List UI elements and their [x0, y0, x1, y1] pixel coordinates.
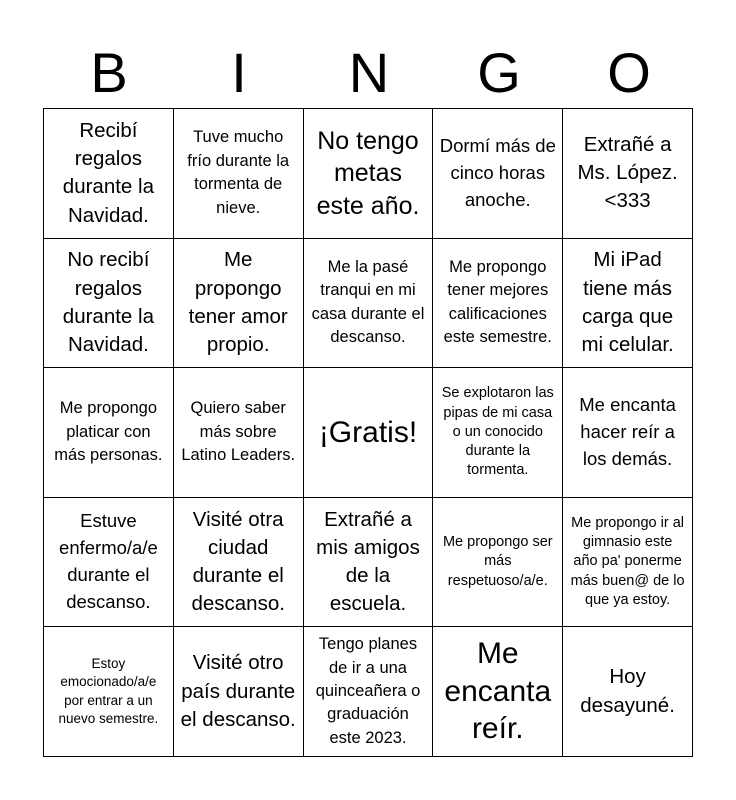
- header-letter-i: I: [231, 41, 247, 104]
- bingo-cell[interactable]: Visité otra ciudad durante el descanso.: [174, 498, 304, 628]
- free-space-cell[interactable]: ¡Gratis!: [304, 368, 434, 498]
- bingo-header: [44, 38, 694, 108]
- bingo-cell[interactable]: Extrañé a mis amigos de la escuela.: [304, 498, 434, 628]
- bingo-cell[interactable]: Me la pasé tranqui en mi casa durante el descanso.: [304, 239, 434, 369]
- bingo-cell[interactable]: Quiero saber más sobre Latino Leaders.: [174, 368, 304, 498]
- bingo-cell[interactable]: Mi iPad tiene más carga que mi celular.: [563, 239, 693, 369]
- header-letter-b: B: [90, 41, 128, 104]
- bingo-grid: [43, 108, 693, 757]
- bingo-cell[interactable]: Me encanta reír.: [433, 627, 563, 757]
- bingo-cell[interactable]: Tuve mucho frío durante la tormenta de nieve.: [174, 109, 304, 239]
- bingo-cell[interactable]: Tengo planes de ir a una quinceañera o graduación este 2023.: [304, 627, 434, 757]
- bingo-cell[interactable]: Me propongo tener mejores calificaciones este semestre.: [433, 239, 563, 369]
- bingo-cell[interactable]: No tengo metas este año.: [304, 109, 434, 239]
- bingo-cell[interactable]: Me propongo ser más respetuoso/a/e.: [433, 498, 563, 628]
- header-letter-o: O: [607, 41, 651, 104]
- bingo-cell[interactable]: Extrañé a Ms. López. <333: [563, 109, 693, 239]
- bingo-cell[interactable]: Me propongo tener amor propio.: [174, 239, 304, 369]
- bingo-cell[interactable]: Se explotaron las pipas de mi casa o un conocido durante la tormenta.: [433, 368, 563, 498]
- bingo-cell[interactable]: Visité otro país durante el descanso.: [174, 627, 304, 757]
- bingo-cell[interactable]: Estoy emocionado/a/e por entrar a un nuevo semestre.: [44, 627, 174, 757]
- bingo-cell[interactable]: Me propongo ir al gimnasio este año pa' ponerme más buen@ de lo que ya estoy.: [563, 498, 693, 628]
- bingo-cell[interactable]: Me encanta hacer reír a los demás.: [563, 368, 693, 498]
- bingo-cell[interactable]: Me propongo platicar con más personas.: [44, 368, 174, 498]
- header-letter-g: G: [477, 41, 521, 104]
- bingo-cell[interactable]: No recibí regalos durante la Navidad.: [44, 239, 174, 369]
- bingo-cell[interactable]: Hoy desayuné.: [563, 627, 693, 757]
- bingo-cell[interactable]: Dormí más de cinco horas anoche.: [433, 109, 563, 239]
- bingo-cell[interactable]: Recibí regalos durante la Navidad.: [44, 109, 174, 239]
- header-letter-n: N: [348, 41, 390, 104]
- bingo-cell[interactable]: Estuve enfermo/a/e durante el descanso.: [44, 498, 174, 628]
